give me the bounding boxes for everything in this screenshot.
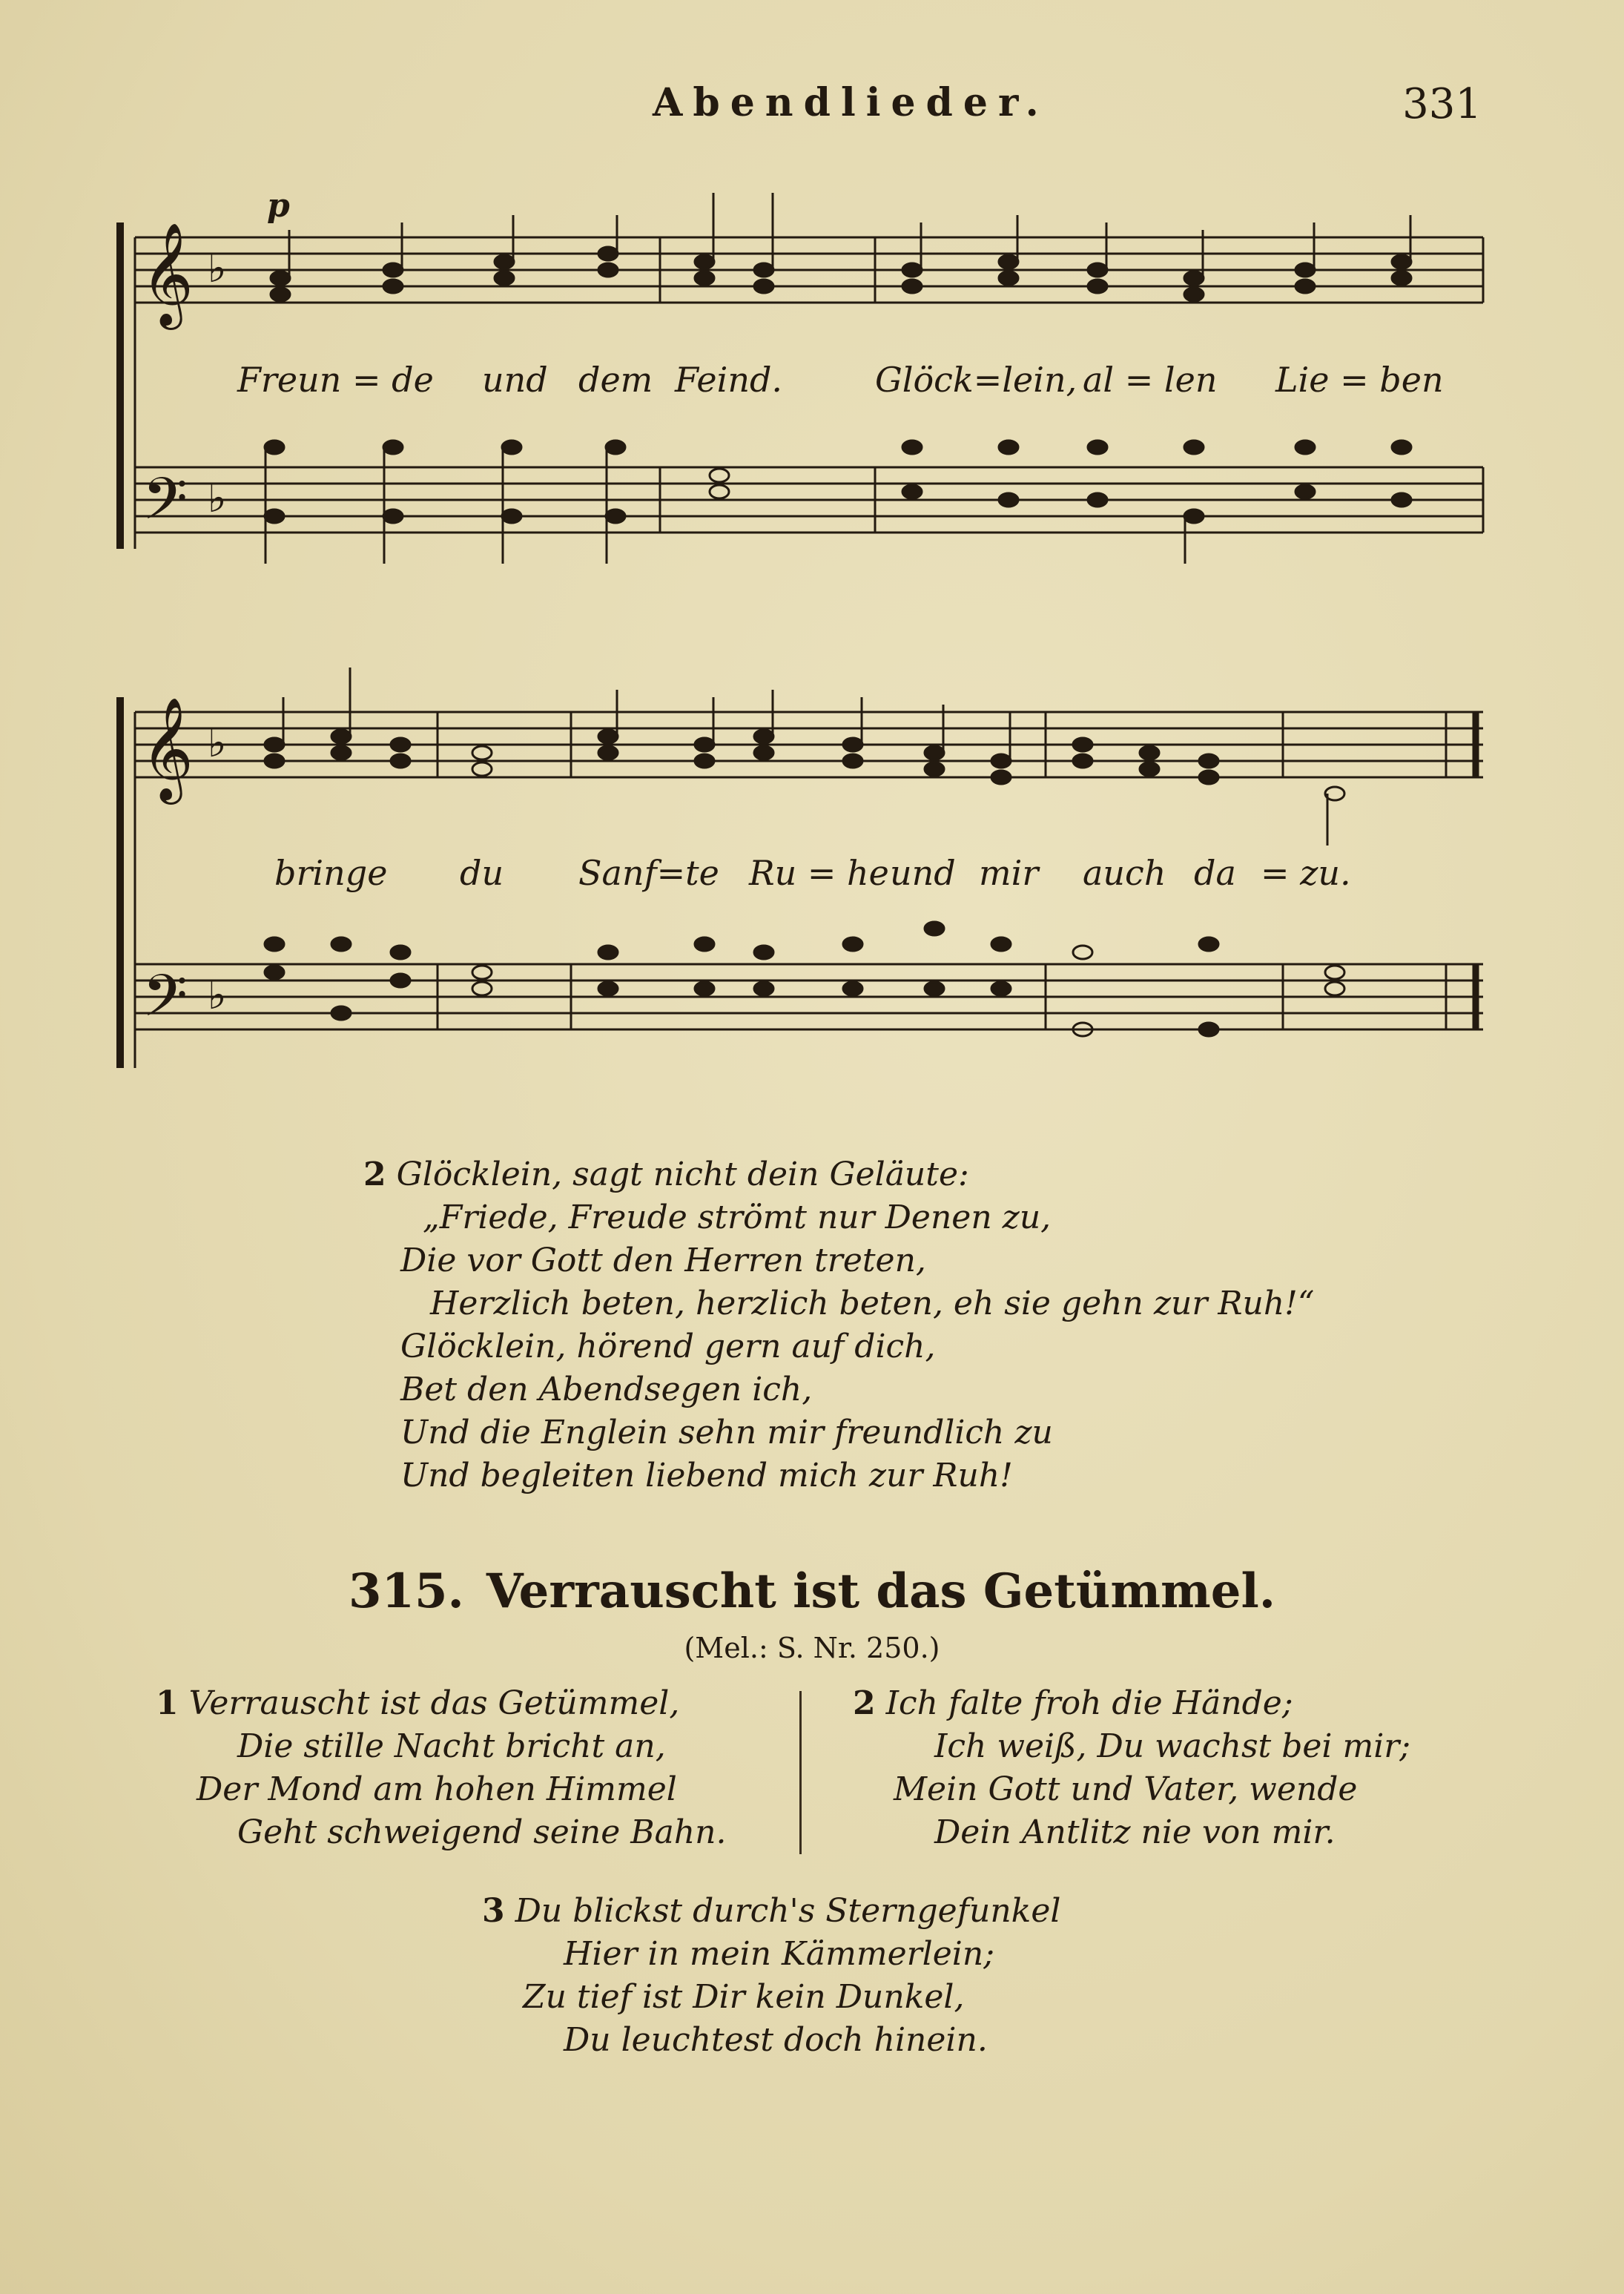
stanza-2-line-1: Glöcklein, sagt nicht dein Geläute: — [396, 1156, 969, 1193]
verse-3 — [482, 1890, 1060, 2062]
svg-text:𝄢: 𝄢 — [142, 466, 188, 547]
lyric-2-1: bringe — [274, 853, 388, 893]
verse-3-line-4: Du leuchtest doch hinein. — [564, 2021, 988, 2059]
stanza-2-line-7: Und die Englein sehn mir freundlich zu — [400, 1414, 1053, 1451]
lyric-2-5: und — [890, 853, 956, 893]
stanza-2-line-5: Glöcklein, hörend gern auf dich, — [400, 1328, 936, 1365]
lyric-1-1: Freun = de — [237, 360, 434, 400]
svg-text:♭: ♭ — [208, 719, 227, 766]
verse-2-number: 2 — [853, 1684, 876, 1722]
lyric-1-4: Feind. — [675, 360, 783, 400]
verse-3-line-3: Zu tief ist Dir kein Dunkel, — [523, 1978, 965, 2016]
page-number: 331 — [1402, 80, 1482, 128]
melody-reference: (Mel.: S. Nr. 250.) — [684, 1632, 940, 1664]
stanza-2-line-4: Herzlich beten, herzlich beten, eh sie gehn zur Ruh!“ — [430, 1285, 1315, 1322]
svg-text:𝄢: 𝄢 — [142, 963, 188, 1044]
lyric-1-5: Glöck=lein, — [875, 360, 1077, 400]
dynamic-marking: p — [267, 193, 290, 225]
stanza-2-line-3: Die vor Gott den Herren treten, — [400, 1242, 926, 1279]
stanza-2-number: 2 — [363, 1156, 386, 1193]
hymn-number: 315. — [348, 1563, 464, 1619]
svg-text:♭: ♭ — [208, 475, 227, 521]
verse-1-line-3: Der Mond am hohen Himmel — [197, 1770, 677, 1808]
verse-2-line-4: Dein Antlitz nie von mir. — [934, 1813, 1336, 1851]
verse-2-line-3: Mein Gott und Vater, wende — [894, 1770, 1358, 1808]
lyric-2-2: du — [460, 853, 504, 893]
hymn-title: Verrauscht ist das Getümmel. — [486, 1563, 1276, 1619]
running-head — [0, 80, 1624, 132]
lyric-1-2: und — [482, 360, 548, 400]
verse-3-line-1: Du blickst durch's Sterngefunkel — [515, 1892, 1061, 1930]
stanza-2 — [363, 1153, 1314, 1497]
column-divider — [799, 1691, 802, 1854]
verse-1-line-2: Die stille Nacht bricht an, — [237, 1727, 666, 1765]
lyric-2-4: Ru = he — [749, 853, 889, 893]
stanza-2-line-8: Und begleiten liebend mich zur Ruh! — [400, 1457, 1013, 1494]
verse-3-number: 3 — [482, 1892, 505, 1930]
stanza-2-line-2: „Friede, Freude strömt nur Denen zu, — [423, 1199, 1052, 1236]
verse-2 — [853, 1682, 1410, 1854]
verse-2-line-2: Ich weiß, Du wachst bei mir; — [934, 1727, 1411, 1765]
lyric-1-3: dem — [578, 360, 653, 400]
lyric-1-7: Lie = ben — [1275, 360, 1444, 400]
verse-3-line-2: Hier in mein Kämmerlein; — [564, 1935, 995, 1973]
running-title: Abendlieder. — [653, 80, 1049, 125]
lyric-2-7: auch — [1083, 853, 1166, 893]
stanza-2-line-6: Bet den Abendsegen ich, — [400, 1371, 813, 1408]
lyric-2-3: Sanf=te — [578, 853, 719, 893]
lyric-2-6: mir — [979, 853, 1039, 893]
svg-text:𝄞: 𝄞 — [141, 697, 194, 800]
svg-text:♭: ♭ — [208, 972, 227, 1018]
svg-text:♭: ♭ — [208, 245, 227, 291]
hymn-heading — [0, 1563, 1624, 1619]
verse-2-line-1: Ich falte froh die Hände; — [885, 1684, 1293, 1722]
svg-text:𝄞: 𝄞 — [141, 223, 194, 326]
lyric-2-9: = zu. — [1261, 853, 1351, 893]
lyric-2-8: da — [1194, 853, 1236, 893]
verse-1-line-1: Verrauscht ist das Getümmel, — [188, 1684, 680, 1722]
verse-1-number: 1 — [156, 1684, 179, 1722]
lyric-1-6: al = len — [1083, 360, 1218, 400]
verse-1 — [156, 1682, 727, 1854]
verse-1-line-4: Geht schweigend seine Bahn. — [237, 1813, 727, 1851]
